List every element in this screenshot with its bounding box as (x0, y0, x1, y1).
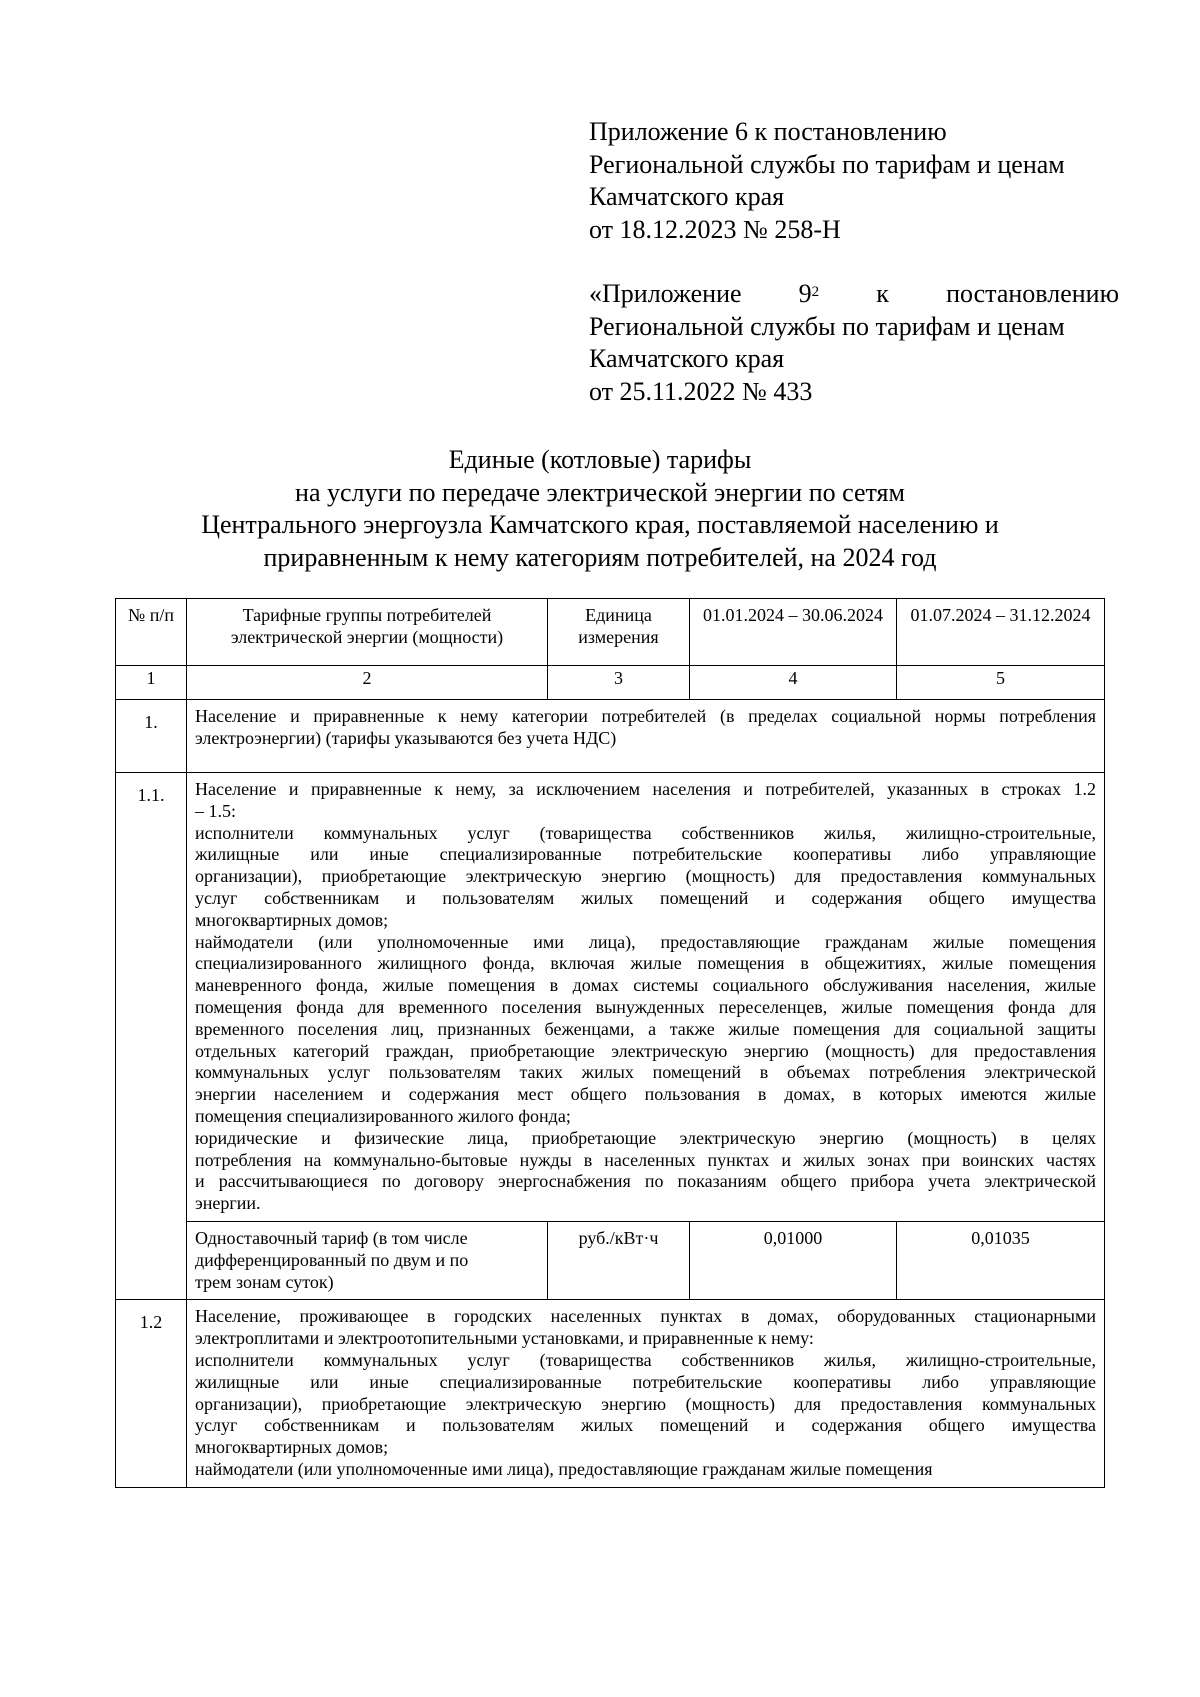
row-description (187, 700, 1105, 773)
description-line: жилищные или иные специализированные потребительские кооперативы либо управляющие (195, 1371, 1096, 1392)
title-line: Центрального энергоузла Камчатского края, поставляемой населению и (201, 510, 999, 539)
description-line: многоквартирных домов; (195, 909, 389, 930)
table-row (116, 700, 1105, 773)
description-line: энергии населением и содержания мест общего пользования в домах, в которых имеются жилые (195, 1084, 1096, 1105)
attachment-word: «Приложение (589, 279, 742, 308)
header-cell: 01.07.2024 – 31.12.2024 (897, 599, 1105, 666)
description-line: наймодатели (или уполномоченные ими лица), предоставляющие гражданам жилые помещения (195, 931, 1096, 952)
header-cell: Единица измерения (548, 599, 690, 666)
tariff-value-h2: 0,01035 (897, 1221, 1105, 1299)
tariff-label-line: Одноставочный тариф (в том числе (195, 1227, 468, 1248)
header-cell: 01.01.2024 – 30.06.2024 (690, 599, 897, 666)
description-line: услуг собственникам и пользователям жилых помещений и содержания общего имущества (195, 887, 1096, 908)
description-line: исполнители коммунальных услуг (товарищества собственников жилья, жилищно-строительные, (195, 1349, 1096, 1370)
tariff-label (187, 1221, 548, 1299)
description-line: и рассчитывающиеся по договору энергоснабжения по показаниям общего прибора учета электрической (195, 1171, 1096, 1192)
attachment-superscript: 2 (811, 284, 820, 300)
table-row (116, 773, 1105, 1222)
description-line: Население и приравненные к нему категории потребителей (в пределах социальной нормы потребления (195, 706, 1096, 726)
description-line: многоквартирных домов; (195, 1437, 389, 1458)
column-number-row (116, 666, 1105, 700)
description-line: помещения специализированного жилого фонда; (195, 1105, 571, 1126)
attachment-number: $9^2$ (798, 279, 820, 308)
header-cell: Тарифные группы потребителей электрической энергии (мощности) (187, 599, 548, 666)
attachment-line: Региональной службы по тарифам и ценам (589, 311, 1065, 341)
description-line: временного поселения лиц, признанных беженцами, а также жилые помещения для социальной защиты (195, 1018, 1096, 1039)
row-number: 1.2 (116, 1300, 187, 1487)
tariff-row (116, 1221, 1105, 1299)
attachment-line: от 18.12.2023 № 258-Н (589, 214, 841, 244)
tariff-label-line: дифференцированный по двум и по (195, 1249, 469, 1270)
table-header-row (116, 599, 1105, 666)
description-line: юридические и физические лица, приобретающие электрическую энергию (мощность) в целях (195, 1127, 1096, 1148)
original-attachment-header (589, 278, 1119, 408)
row-description (187, 773, 1105, 1222)
title-line: на услуги по передаче электрической энергии по сетям (295, 477, 905, 507)
description-line: маневренного фонда, жилые помещения в домах системы социального обслуживания населения, жилые (195, 975, 1096, 996)
description-line: энергии. (195, 1193, 261, 1214)
tariff-table (115, 598, 1105, 1488)
description-line: организации), приобретающие электрическую энергию (мощность) для предоставления коммунальных (195, 1393, 1096, 1414)
description-line: потребления на коммунально-бытовые нужды в населенных пунктах и жилых зонах при воинских частях (195, 1149, 1096, 1170)
document-title (100, 444, 1100, 574)
row-number: 1. (116, 700, 187, 773)
tariff-label-line: трем зонам суток) (195, 1271, 334, 1292)
description-line: помещения фонда для временного поселения вынужденных переселенцев, жилые помещения фонда для (195, 996, 1096, 1017)
table-row (116, 1300, 1105, 1487)
description-line: Население, проживающее в городских населенных пунктах в домах, оборудованных стационарными (195, 1306, 1096, 1327)
attachment-word: постановлению (946, 279, 1119, 308)
description-line: отдельных категорий граждан, приобретающие электрическую энергию (мощность) для предоставления (195, 1040, 1096, 1061)
description-line: специализированного жилищного фонда, включая жилые помещения в общежитиях, жилые помещения (195, 953, 1096, 974)
attachment-word: к (876, 279, 889, 308)
tariff-unit: руб./кВт·ч (548, 1221, 690, 1299)
description-line: услуг собственникам и пользователям жилых помещений и содержания общего имущества (195, 1415, 1096, 1436)
attachment-line: Приложение 6 к постановлению (589, 117, 947, 146)
row-number: 1.1. (116, 773, 187, 1300)
description-line: наймодатели (или уполномоченные ими лица), предоставляющие гражданам жилые помещения (195, 1458, 933, 1479)
description-line: электроэнергии) (тарифы указываются без учета НДС) (195, 727, 617, 748)
column-number-cell: 2 (187, 666, 548, 700)
title-line: приравненным к нему категориям потребителей, на 2024 год (263, 542, 937, 572)
description-line: жилищные или иные специализированные потребительские кооперативы либо управляющие (195, 844, 1096, 865)
description-line: организации), приобретающие электрическую энергию (мощность) для предоставления коммунальных (195, 866, 1096, 887)
description-line: коммунальных услуг пользователям таких жилых помещений в объемах потребления электрической (195, 1062, 1096, 1083)
column-number-cell: 4 (690, 666, 897, 700)
attachment-line: Камчатского края (589, 344, 785, 373)
attachment-line: от 25.11.2022 № 433 (589, 376, 813, 406)
attachment-line: Региональной службы по тарифам и ценам (589, 149, 1065, 179)
tariff-value-h1: 0,01000 (690, 1221, 897, 1299)
description-line: Население и приравненные к нему, за исключением населения и потребителей, указанных в строках 1.2 (195, 779, 1096, 799)
attachment-header (589, 116, 1119, 246)
description-line: – 1.5: (195, 800, 237, 821)
column-number-cell: 5 (897, 666, 1105, 700)
title-line: Единые (котловые) тарифы (448, 445, 752, 474)
row-description (187, 1300, 1105, 1487)
column-number-cell: 1 (116, 666, 187, 700)
column-number-cell: 3 (548, 666, 690, 700)
attachment-line: Камчатского края (589, 182, 785, 211)
description-line: электроплитами и электроотопительными установками, и приравненные к нему: (195, 1328, 814, 1349)
description-line: исполнители коммунальных услуг (товарищества собственников жилья, жилищно-строительные, (195, 822, 1096, 843)
header-cell: № п/п (116, 599, 187, 666)
original-attachment-first-line (589, 278, 1119, 311)
